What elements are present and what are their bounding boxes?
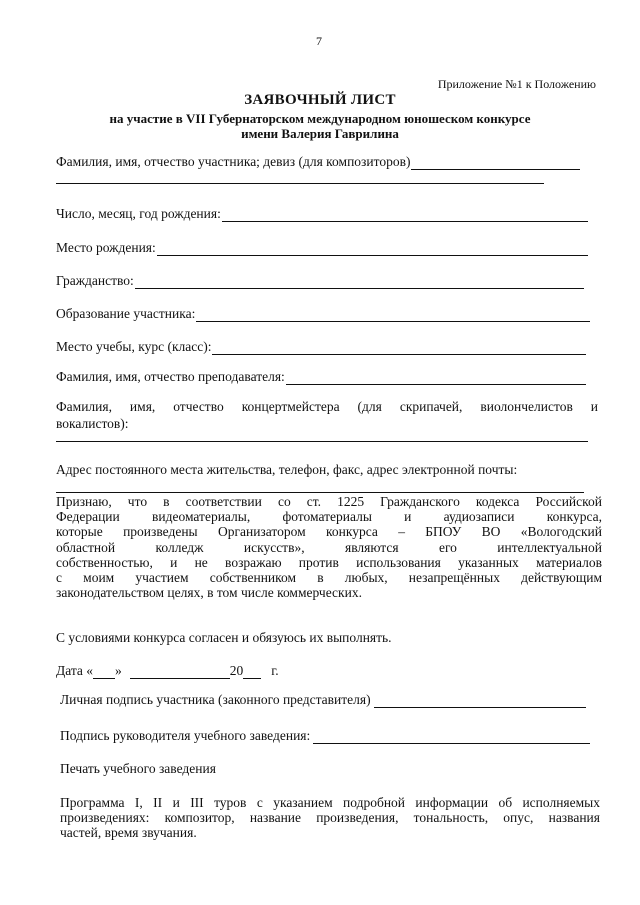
address-line[interactable] <box>56 492 584 493</box>
teacher-field[interactable] <box>56 369 586 385</box>
birth-date-label: Число, месяц, год рождения: <box>56 206 221 221</box>
date-quote-close: » <box>115 663 122 678</box>
consent-line: Признаю, что в соответствии со ст. 1225 Гражданского кодекса Российской <box>56 494 602 509</box>
teacher-line[interactable] <box>286 372 586 385</box>
date-month-line[interactable] <box>130 666 230 679</box>
full-name-line[interactable] <box>411 157 580 170</box>
citizenship-field[interactable] <box>56 273 584 289</box>
birth-place-line[interactable] <box>157 243 588 256</box>
participant-signature-line[interactable] <box>374 695 586 708</box>
accompanist-label-line1: Фамилия, имя, отчество концертмейстера (для скрипачей, виолончелистов и <box>56 399 598 414</box>
head-signature-line[interactable] <box>313 731 590 744</box>
birth-place-field[interactable] <box>56 240 588 256</box>
form-subtitle-line2: имени Валерия Гаврилина <box>241 126 399 141</box>
date-year-suffix: г. <box>271 663 279 678</box>
accompanist-label-line2: вокалистов): <box>56 416 129 431</box>
participant-signature-field[interactable] <box>60 692 586 708</box>
citizenship-label: Гражданство: <box>56 273 134 288</box>
full-name-label: Фамилия, имя, отчество участника; девиз (для композиторов) <box>56 154 411 169</box>
consent-line: которые произведены Организатором конкурса – БПОУ ВО «Вологодский <box>56 524 602 540</box>
education-label: Образование участника: <box>56 306 196 321</box>
agreement-text: С условиями конкурса согласен и обязуюсь их выполнять. <box>56 630 392 645</box>
birth-date-line[interactable] <box>222 209 588 222</box>
form-subtitle-line1: на участие в VII Губернаторском международном юношеском конкурсе <box>109 111 531 126</box>
date-day-line[interactable] <box>93 666 115 679</box>
stamp-label: Печать учебного заведения <box>60 761 216 776</box>
address-label: Адрес постоянного места жительства, телефон, факс, адрес электронной почты: <box>56 462 518 477</box>
date-year-prefix: 20 <box>229 663 244 678</box>
consent-line: собственностью, и не возражаю против использования указанных материалов <box>56 554 602 570</box>
study-place-label: Место учебы, курс (класс): <box>56 339 212 354</box>
program-line: Программа I, II и III туров с указанием подробной информации об исполняемых <box>60 795 600 810</box>
accompanist-label-block <box>56 399 598 414</box>
date-label: Дата « <box>56 663 94 678</box>
consent-paragraph <box>56 494 602 600</box>
form-title: ЗАЯВОЧНЫЙ ЛИСТ <box>244 92 396 108</box>
full-name-line-2[interactable] <box>56 183 544 184</box>
head-signature-field[interactable] <box>60 728 590 744</box>
education-line[interactable] <box>196 309 590 322</box>
appendix-note: Приложение №1 к Положению <box>437 77 596 91</box>
head-signature-label: Подпись руководителя учебного заведения: <box>60 728 311 743</box>
date-field[interactable] <box>56 663 279 679</box>
accompanist-line[interactable] <box>56 441 588 442</box>
study-place-line[interactable] <box>212 342 586 355</box>
consent-line: законодательством целях, в том числе коммерческих. <box>56 585 362 601</box>
education-field[interactable] <box>56 306 590 322</box>
consent-line: областной колледж искусств», являются его интеллектуальной <box>56 539 602 555</box>
consent-line: Федерации видеоматериалы, фотоматериалы и аудиозаписи конкурса, <box>56 509 602 525</box>
citizenship-line[interactable] <box>135 276 584 289</box>
birth-place-label: Место рождения: <box>56 240 156 255</box>
program-paragraph <box>60 795 600 841</box>
program-line: произведениях: композитор, название произведения, тональность, опус, названия <box>60 810 600 826</box>
study-place-field[interactable] <box>56 339 586 355</box>
full-name-field[interactable] <box>56 154 580 170</box>
participant-signature-label: Личная подпись участника (законного представителя) <box>60 692 371 707</box>
birth-date-field[interactable] <box>56 206 588 222</box>
date-year-line[interactable] <box>243 666 261 679</box>
page-number: 7 <box>316 34 322 48</box>
program-line: частей, время звучания. <box>60 825 197 841</box>
consent-line: с моим участием собственником в любых, незапрещённых действующим <box>56 570 602 586</box>
teacher-label: Фамилия, имя, отчество преподавателя: <box>56 369 285 384</box>
